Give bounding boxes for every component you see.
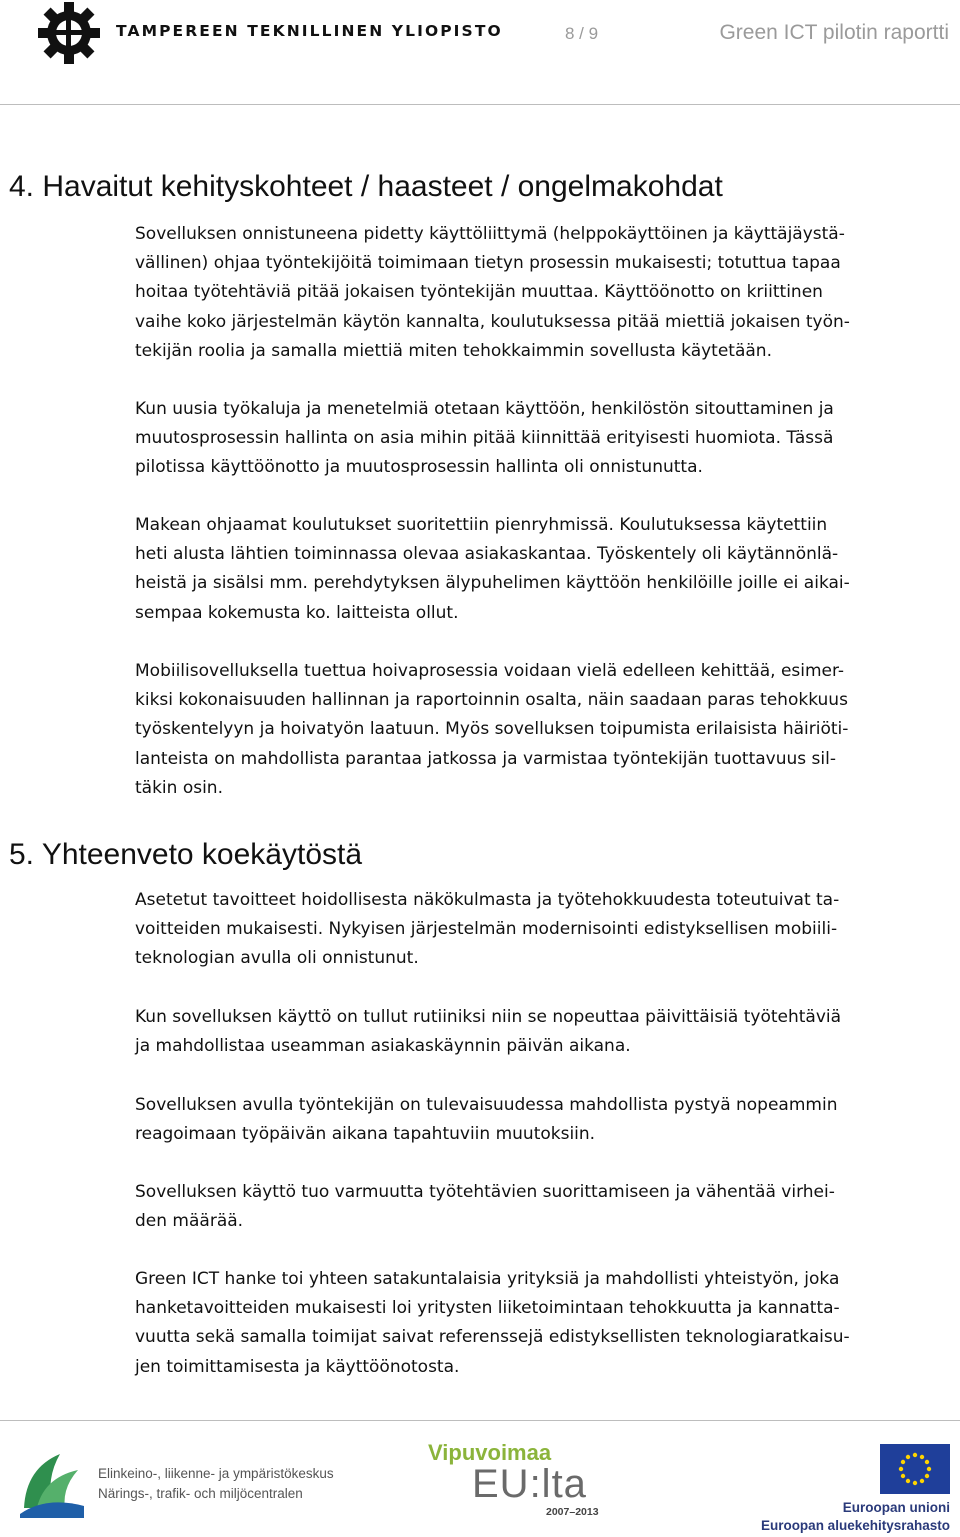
ely-name-sv: Närings-, trafik- och miljöcentralen [98,1486,303,1501]
page-number: 8 / 9 [565,24,599,43]
section-5-paragraph-2 [135,1003,950,1061]
text-line: työskentelyyn ja hoivatyön laatuun. Myös sovelluksen toipumista erilaisista häiriöti- [135,719,849,740]
text-line: hoitaa työtehtäviä pitää jokaisen työntekijän muuttaa. Käyttöönotto on kriittinen [135,282,823,303]
text-line: Kun uusia työkaluja ja menetelmiä otetaan käyttöön, henkilöstön sitouttaminen ja [135,399,834,419]
text-line: Green ICT hanke toi yhteen satakuntalaisia yrityksiä ja mahdollisti yhteistyön, joka [135,1269,840,1289]
text-line: Sovelluksen käyttö tuo varmuutta työtehtävien suorittamiseen ja vähentää virhei- [135,1182,835,1202]
eu-union-label: Euroopan unioni [842,1500,950,1515]
section-5-paragraph-3 [135,1091,950,1149]
text-line: Kun sovelluksen käyttö on tullut rutiiniksi niin se nopeuttaa päivittäisiä työtehtäviä [135,1007,842,1027]
tut-gear-logo-icon [34,0,104,66]
text-line: Mobiilisovelluksella tuettua hoivaprosessia voidaan vielä edelleen kehittää, esimer- [135,661,845,681]
text-line: Sovelluksen avulla työntekijän on tulevaisuudessa mahdollista pystyä nopeammin [135,1095,838,1115]
ely-name-fi: Elinkeino-, liikenne- ja ympäristökeskus [98,1466,334,1481]
text-line: vaihe koko järjestelmän käytön kannalta, koulutuksessa pitää miettiä jokaisen työn- [135,311,850,332]
text-line: ja mahdollistaa useamman asiakaskäynnin päivän aikana. [135,1036,631,1057]
text-line: täkin osin. [135,777,223,798]
eu-fund-label: Euroopan aluekehitysrahasto [760,1518,950,1533]
eu-lta-logo-text: EU:lta [472,1462,587,1506]
section-5-heading: 5. Yhteenveto koekäytöstä [9,838,363,871]
text-line: Sovelluksen onnistuneena pidetty käyttöliittymä (helppokäyttöinen ja käyttäjäystä- [135,224,845,244]
section-5-paragraph-5 [135,1265,950,1382]
text-line: sempaa kokemusta ko. laitteista ollut. [135,602,459,623]
text-line: Makean ohjaamat koulutukset suoritettiin pienryhmissä. Koulutuksessa käytettiin [135,515,828,535]
page-footer [0,1420,960,1537]
text-line: den määrää. [135,1211,244,1232]
text-line: Asetetut tavoitteet hoidollisesta näkökulmasta ja työtehokkuudesta toteutuivat ta- [135,890,840,910]
section-4-heading: 4. Havaitut kehityskohteet / haasteet / ongelmakohdat [9,170,723,203]
eu-flag-icon [880,1444,950,1494]
university-name: TAMPEREEN TEKNILLINEN YLIOPISTO [116,22,503,40]
document-title: Green ICT pilotin raportti [719,21,949,44]
header-divider [0,104,960,105]
text-line: teknologian avulla oli onnistunut. [135,948,419,969]
ely-centre-name [98,1464,334,1504]
text-line: kiksi kokonaisuuden hallinnan ja raportoinnin osalta, näin saadaan paras tehokkuus [135,690,848,711]
text-line: pilotissa käyttöönotto ja muutosprosessin hallinta oli onnistunutta. [135,457,703,478]
ely-centre-logo-icon [16,1448,88,1520]
text-line: lanteista on mahdollista parantaa jatkossa ja varmistaa työntekijän tuottavuus sil- [135,748,836,769]
section-4-paragraph-4 [135,657,950,803]
text-line: reagoimaan työpäivän aikana tapahtuviin muutoksiin. [135,1124,596,1145]
section-4-paragraph-3 [135,511,950,628]
text-line: vuutta sekä samalla toimijat saivat referenssejä edistyksellisten teknologiaratkaisu- [135,1327,850,1348]
text-line: tekijän roolia ja samalla miettiä miten tehokkaimmin sovellusta käytetään. [135,340,772,361]
text-line: heti alusta lähtien toiminnassa olevaa asiakaskantaa. Työskentely oli käytännönlä- [135,544,839,565]
text-line: heistä ja sisälsi mm. perehdytyksen älypuhelimen käyttöön henkilöille joille ei aikai- [135,573,850,594]
programme-years: 2007–2013 [546,1506,599,1518]
text-line: jen toimittamisesta ja käyttöönotosta. [135,1356,460,1377]
text-line: voitteiden mukaisesti. Nykyisen järjestelmän modernisointi edistyksellisen mobiili- [135,919,838,940]
section-4-paragraph-1 [135,220,950,366]
section-4-paragraph-2 [135,395,950,483]
text-line: hanketavoitteiden mukaisesti loi yritysten liiketoimintaan tehokkuutta ja kannatta- [135,1298,840,1319]
text-line: vällinen) ohjaa työntekijöitä toimimaan tietyn prosessin mukaisesti; totuttua tapaa [135,253,841,274]
vipuvoimaa-logo-text: Vipuvoimaa [428,1440,552,1465]
section-5-paragraph-4 [135,1178,950,1236]
footer-divider [0,1420,960,1421]
page-header [0,0,960,106]
text-line: muutosprosessin hallinta on asia mihin pitää kiinnittää erityisesti huomiota. Tässä [135,428,834,449]
section-5-paragraph-1 [135,886,950,974]
